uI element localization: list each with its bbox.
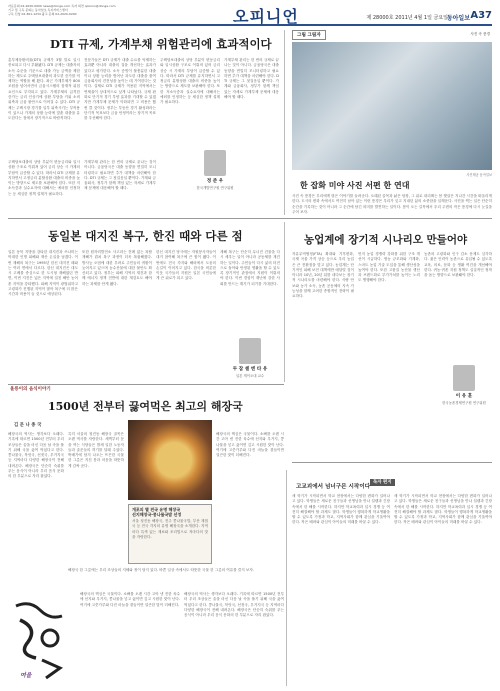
author-name: 이 유 훈 bbox=[455, 394, 473, 399]
photo-caption: 사진제공 동아일보 bbox=[466, 173, 492, 177]
section-title: 오피니언 bbox=[233, 7, 299, 26]
top-column-body-2: 전문가들은 DTI 규제가 대출 수요를 억제하는 효과뿐 아니라 대출의 질을 개선하는 효과가 있다고 평가한다. 소득 증빙이 불충분한 대출이나 상환 능력을 벗어난 과도한 대출을 줄여 금융회사의 건전성을 높이는 데 기여한다는 것이다. 실제로 DTI 규제가 적용된 지역에서는 연체율이 상대적으로 낮게 나타났다. 규제 완화로 단기적 경기 부양 효과를 기대할 수 있겠지만 가계부채 문제가 악화되면 그 비용은 훨씬 클 것이다. 정부는 부동산 경기 활성화라는 단기적 목표보다 금융 안정이라는 장기적 목표를 우선해야 한다. bbox=[84, 58, 158, 121]
issue-date: 제 28000호 2011년 4월 1일 금요일 bbox=[366, 15, 448, 21]
bottom-column-body-4: 해장국 한 그릇에는 우리 조상들의 지혜와 정이 담겨 있다. 바쁜 일상 속에서도 따뜻한 국물 한 그릇의 여유를 즐겨 보자. bbox=[68, 568, 255, 572]
bottom-column-body-5: 해장국의 핵심은 국물이다. 소뼈를 오랜 시간 고아 낸 진한 육수에 선지와 우거지, 콩나물을 넣고 끓이면 깊고 시원한 맛이 난다. 여기에 고춧가루와 다진 마늘을 곁들이면 얼큰한 맛이 더해진다. bbox=[80, 592, 182, 607]
column-divider bbox=[284, 30, 285, 215]
reader-letter-body-2: 새 학기가 시작되면서 학교 현장에서는 다양한 변화가 일어나고 있다. 학생들은 새로운 친구들과 선생님을 만나 설렘과 긴장 속에서 한 해를 시작한다. 하지만 학교폭력과 입시 경쟁 등 여전히 해결해야 할 과제도 많다. 학생들이 행복하게 학교생활을 할 수 있도록 가정과 학교, 지역사회가 함께 관심을 기울여야 한다. 작은 배려와 관심이 아이들의 미래를 바꿀 수 있다. bbox=[394, 494, 494, 525]
masthead bbox=[8, 4, 492, 26]
author-role: 일본 게이오대 교수 bbox=[235, 374, 265, 378]
bottom-column-headline: 1500년 전부터 끓여먹은 최고의 해장국 bbox=[48, 400, 243, 413]
calligraphy-signature-logo bbox=[10, 598, 70, 683]
section-divider-3 bbox=[292, 462, 492, 463]
page-number: A37 bbox=[470, 10, 492, 21]
top-column-body-4: 가계부채 관리는 한 번의 규제로 끝나는 것이 아니다. 금융당국은 대출 동향을 면밀히 모니터링하고 필요하면 추가 대책을 마련해야 한다. DTI 규제는 그 첫걸음일 뿐이다. 가계와 금융회사, 정부가 함께 책임 있는 자세로 가계부채 문제에 대응해야 할 때다. bbox=[224, 58, 281, 100]
top-column-body-3: 주택담보대출의 상당 부분이 변동금리와 일시상환 구조로 이뤄져 있어 금리 상승 시 가계의 부담이 급증할 수 있다. 따라서 DTI 규제를 유지하면서 고정금리 분할상환 대출의 비중을 높이는 방향으로 제도를 보완해야 한다. 또한 저소득층과 실수요자에 대해서는 예외를 인정하는 등 세심한 정책 설계가 필요하다. bbox=[160, 58, 222, 105]
haejangguk-photo bbox=[128, 420, 212, 500]
masthead-contact-info: 자료문의 02-2020-0000 news@donga.com 독자 의견 opinion@donga.com 기고 및 구독 문의는 동아일보 독자서비스센터 구독 신청 02-361-1234 광고 문의 02-2020-0200 bbox=[8, 4, 116, 16]
reader-letter-body-1: 새 학기가 시작되면서 학교 현장에서는 다양한 변화가 일어나고 있다. 학생들은 새로운 친구들과 선생님을 만나 설렘과 긴장 속에서 한 해를 시작한다. 하지만 학교폭력과 입시 경쟁 등 여전히 해결해야 할 과제도 많다. 학생들이 행복하게 학교생활을 할 수 있도록 가정과 학교, 지역사회가 함께 관심을 기울여야 한다. 작은 배려와 관심이 아이들의 미래를 바꿀 수 있다. bbox=[292, 494, 392, 525]
signature-text: 여울 bbox=[20, 672, 32, 679]
right-mid-byline bbox=[436, 365, 492, 405]
section-divider-1 bbox=[8, 218, 492, 219]
bottom-column-author: 김 문 나 종 국 bbox=[14, 423, 42, 428]
author-portrait bbox=[239, 338, 261, 364]
food-box-body: 서울 청진동 해장국, 전주 콩나물국밥, 부산 재첩국 등 전국 각지의 유명 해장국을 소개한다. 지역마다 특색 있는 재료와 조리법으로 저마다의 맛을 자랑한다. bbox=[132, 519, 208, 539]
bottom-column-body-1: 해장국의 역사는 생각보다 오래다. 기록에 따르면 1500년 전부터 우리 조상들은 술을 마신 다음 날 속을 풀기 위해 국을 끓여 먹었다고 한다. 콩나물국, 북엇국, 선짓국, 우거지국 등 지역마다 다양한 해장국이 전해 내려온다. 해장국은 단순히 숙취를 푸는 음식이 아니라 우리 음식 문화의 한 부분으로 자리 잡았다. bbox=[8, 432, 66, 479]
author-portrait bbox=[453, 365, 475, 391]
middle-column-body-2: 또한 원자력발전소 사고라는 전례 없는 복합 재해가 겹쳐 복구 과정이 더욱 복잡해졌다. 방사능 오염에 대한 우려로 주민들의 귀환이 늦어지고 있으며 농수산물에 대한 불안도 확산되고 있다. 정부는 피해 지역의 재건과 함께 에너지 정책 전반에 대한 재검토도 해야 하는 과제를 안게 됐다. bbox=[82, 250, 154, 286]
reader-letter-headline: 고교괴에서 넘너구믄 시작이다 bbox=[296, 484, 371, 490]
author-role: 한국농촌경제연구원 연구위원 bbox=[442, 401, 486, 405]
food-box-title: 개포의 별 전국 유명 해장국 선지해장국·콩나물국밥 선정 bbox=[132, 507, 182, 517]
food-info-box bbox=[128, 504, 212, 564]
top-column-headline: DTI 규제, 가계부채 위험관리에 효과적이다 bbox=[50, 37, 272, 51]
photo-section-tag: 그림 그림자 bbox=[292, 30, 326, 40]
column-divider bbox=[284, 222, 285, 382]
food-column-badge-text: 울릉이의 음식이야기 bbox=[10, 387, 51, 392]
top-column-body-1: 총부채상환비율(DTI) 규제가 3월 말로 일시 종료되고 다시 부활됐다. DTI 규제는 대출자의 소득 수준을 기준으로 대출 가능 금액을 제한하는 제도로 주택담보대출의 과도한 증가를 억제하는 역할을 해 왔다. 최근 가계부채가 800조원을 넘어서면서 금융시스템의 잠재적 위험 요인으로 부각되고 있다. 가계부채의 급격한 증가는 금리 인상기에 상환 부담을 키워 소비 위축과 금융 불안으로 이어질 수 있다. DTI 규제는 주택시장 경기를 일부 위축시키는 부작용이 있으나 가계의 상환 능력에 맞춘 대출을 유도한다는 점에서 장기적으로 바람직하다. bbox=[8, 58, 82, 121]
middle-column-body-1: 일본 동북 지방을 강타한 대지진과 쓰나미는 막대한 인명 피해와 재산 손실을 남겼다. 이번 재해의 복구는 1995년 한신 대지진 때와는 여러 면에서 다르다. 한신 대지진은 대도시 고베를 중심으로 한 도시형 재해였던 반면, 이번 지진은 넓은 지역에 걸친 해안 농어촌 지역을 강타했다. 피해 지역이 광범위하고 고령화가 진행된 지역이 많아 복구에 더 많은 시간과 비용이 들 것으로 예상된다. bbox=[8, 250, 80, 297]
section-divider-2 bbox=[8, 384, 284, 385]
middle-column-byline bbox=[218, 338, 282, 378]
right-mid-body-3: 농촌의 고령화와 인구 감소 문제도 심각하다. 젊은 인력이 농촌으로 유입될 수 있도록 교육, 의료, 문화 등 생활 여건을 개선해야 한다. 귀농·귀촌 지원 정책도 실질적인 정착을 돕는 방향으로 보완돼야 한다. bbox=[424, 252, 494, 278]
right-top-body: 사진 속 풍경은 우리에게 많은 이야기를 들려준다. 오래된 골목과 낡은 담장, 그 위로 내리쬐는 봄 햇살은 지나간 시간을 떠올리게 한다. 도시의 변화 속에서도 여전히 남아 있는 이런 풍경은 우리가 잊고 지내던 삶의 소중함을 일깨운다. 사진을 찍는 일은 단순히 순간을 기록하는 것이 아니라 그 순간에 담긴 의미를 발견하는 일이다. 봄이 오는 길목에서 우리 주변의 작은 풍경에 다시 눈길을 주어 보자. bbox=[292, 194, 494, 214]
newspaper-brand: 동아일보 bbox=[446, 15, 470, 22]
middle-column-body-4: 재해 복구는 단순히 무너진 건물을 다시 세우는 일이 아니라 공동체를 재건하는 일이다. 주민들이 다시 삶의 터전으로 돌아와 안정된 생활을 할 수 있도록 장기적인 관점에서 지원이 이뤄져야 한다. 이번 경험이 재난에 강한 사회를 만드는 계기가 되기를 기대한다. bbox=[220, 250, 280, 286]
top-column-body-5: 주택담보대출의 상당 부분이 변동금리와 일시상환 구조로 이뤄져 있어 금리 상승 시 가계의 부담이 급증할 수 있다. 따라서 DTI 규제를 유지하면서 고정금리 분할상환 대출의 비중을 높이는 방향으로 제도를 보완해야 한다. 또한 저소득층과 실수요자에 대해서는 예외를 인정하는 등 세심한 정책 설계가 필요하다. bbox=[8, 160, 82, 196]
column-divider bbox=[286, 470, 287, 686]
photo-label: 사진 속 풍경 bbox=[470, 32, 490, 36]
right-top-headline: 한 잡화 미야 사진 서편 한 연대 bbox=[300, 180, 410, 190]
food-column-badge bbox=[10, 386, 51, 392]
bottom-column-body-6: 해장국의 역사는 생각보다 오래다. 기록에 따르면 1500년 전부터 우리 조상들은 술을 마신 다음 날 속을 풀기 위해 국을 끓여 먹었다고 한다. 콩나물국, 북엇국, 선짓국, 우거지국 등 지역마다 다양한 해장국이 전해 내려온다. 해장국은 단순히 숙취를 푸는 음식이 아니라 우리 음식 문화의 한 부분으로 자리 잡았다. bbox=[184, 592, 286, 618]
right-mid-body-1: 자유무역협정(FTA) 확대와 기후변화, 국제 곡물 가격 상승 등으로 우리 농업은 큰 전환점을 맞고 있다. 농업계는 단기적인 피해 보전 대책에만 매달릴 것이 아니라 10년, 20년 뒤를 내다보는 장기적 시나리오를 마련해야 한다. 식량 안보와 농가 소득, 농촌 공동체의 지속 가능성을 함께 고려한 종합적인 전략이 필요하다. bbox=[292, 252, 356, 299]
right-mid-body-2: 먼저 농업 경쟁력 강화를 위한 구조 개선이 시급하다. 영농 규모화와 기계화, 스마트 농업 기술 도입을 통해 생산성을 높여야 한다. 또한 고품질 농산물 생산과 브랜드화로 부가가치를 높이는 노력도 병행해야 한다. bbox=[358, 252, 422, 283]
author-role: 한국개발연구원 연구위원 bbox=[196, 186, 234, 190]
right-mid-headline: 농업계에 장기적 시나리오 만들어야 bbox=[304, 234, 468, 246]
middle-column-body-3: 한신 대지진 당시에는 자원봉사자들이 대거 참여해 복구에 큰 힘이 됐다. 이번에도 전국 각지와 해외에서 도움의 손길이 이어지고 있다. 한국을 비롯한 이웃 국가들의 지원은 일본 국민들에게 큰 위로가 되고 있다. bbox=[156, 250, 218, 281]
bottom-column-body-2: 특히 서울의 청진동 해장국 골목은 오랜 역사를 자랑한다. 새벽부터 문을 여는 식당들은 밤새 일한 노동자들과 술꾼들의 허기를 달래 주었다. 뚝배기에 담겨 나오는 뜨끈한 국물 한 그릇은 지친 몸과 마음을 따뜻하게 감싸 준다. bbox=[68, 432, 126, 468]
top-right-photo bbox=[292, 42, 492, 170]
author-name: 정 준 우 bbox=[206, 179, 224, 184]
top-column-byline bbox=[185, 150, 245, 190]
middle-column-headline: 동일본 대지진 복구, 한진 때와 다른 점 bbox=[48, 229, 243, 243]
reader-letter-tag-wrap bbox=[370, 468, 395, 487]
top-column-body-6: 가계부채 관리는 한 번의 규제로 끝나는 것이 아니다. 금융당국은 대출 동향을 면밀히 모니터링하고 필요하면 추가 대책을 마련해야 한다. DTI 규제는 그 첫걸음일 뿐이다. 가계와 금융회사, 정부가 함께 책임 있는 자세로 가계부채 문제에 대응해야 할 때다. bbox=[84, 160, 158, 191]
bottom-column-body-3: 해장국의 핵심은 국물이다. 소뼈를 오랜 시간 고아 낸 진한 육수에 선지와 우거지, 콩나물을 넣고 끓이면 깊고 시원한 맛이 난다. 여기에 고춧가루와 다진 마늘을 곁들이면 얼큰한 맛이 더해진다. bbox=[216, 432, 286, 458]
author-portrait bbox=[204, 150, 226, 176]
reader-letter-tag: 독자 편지 bbox=[370, 479, 395, 486]
author-name: 두 잡 셀 엔 타 유 bbox=[232, 367, 268, 372]
